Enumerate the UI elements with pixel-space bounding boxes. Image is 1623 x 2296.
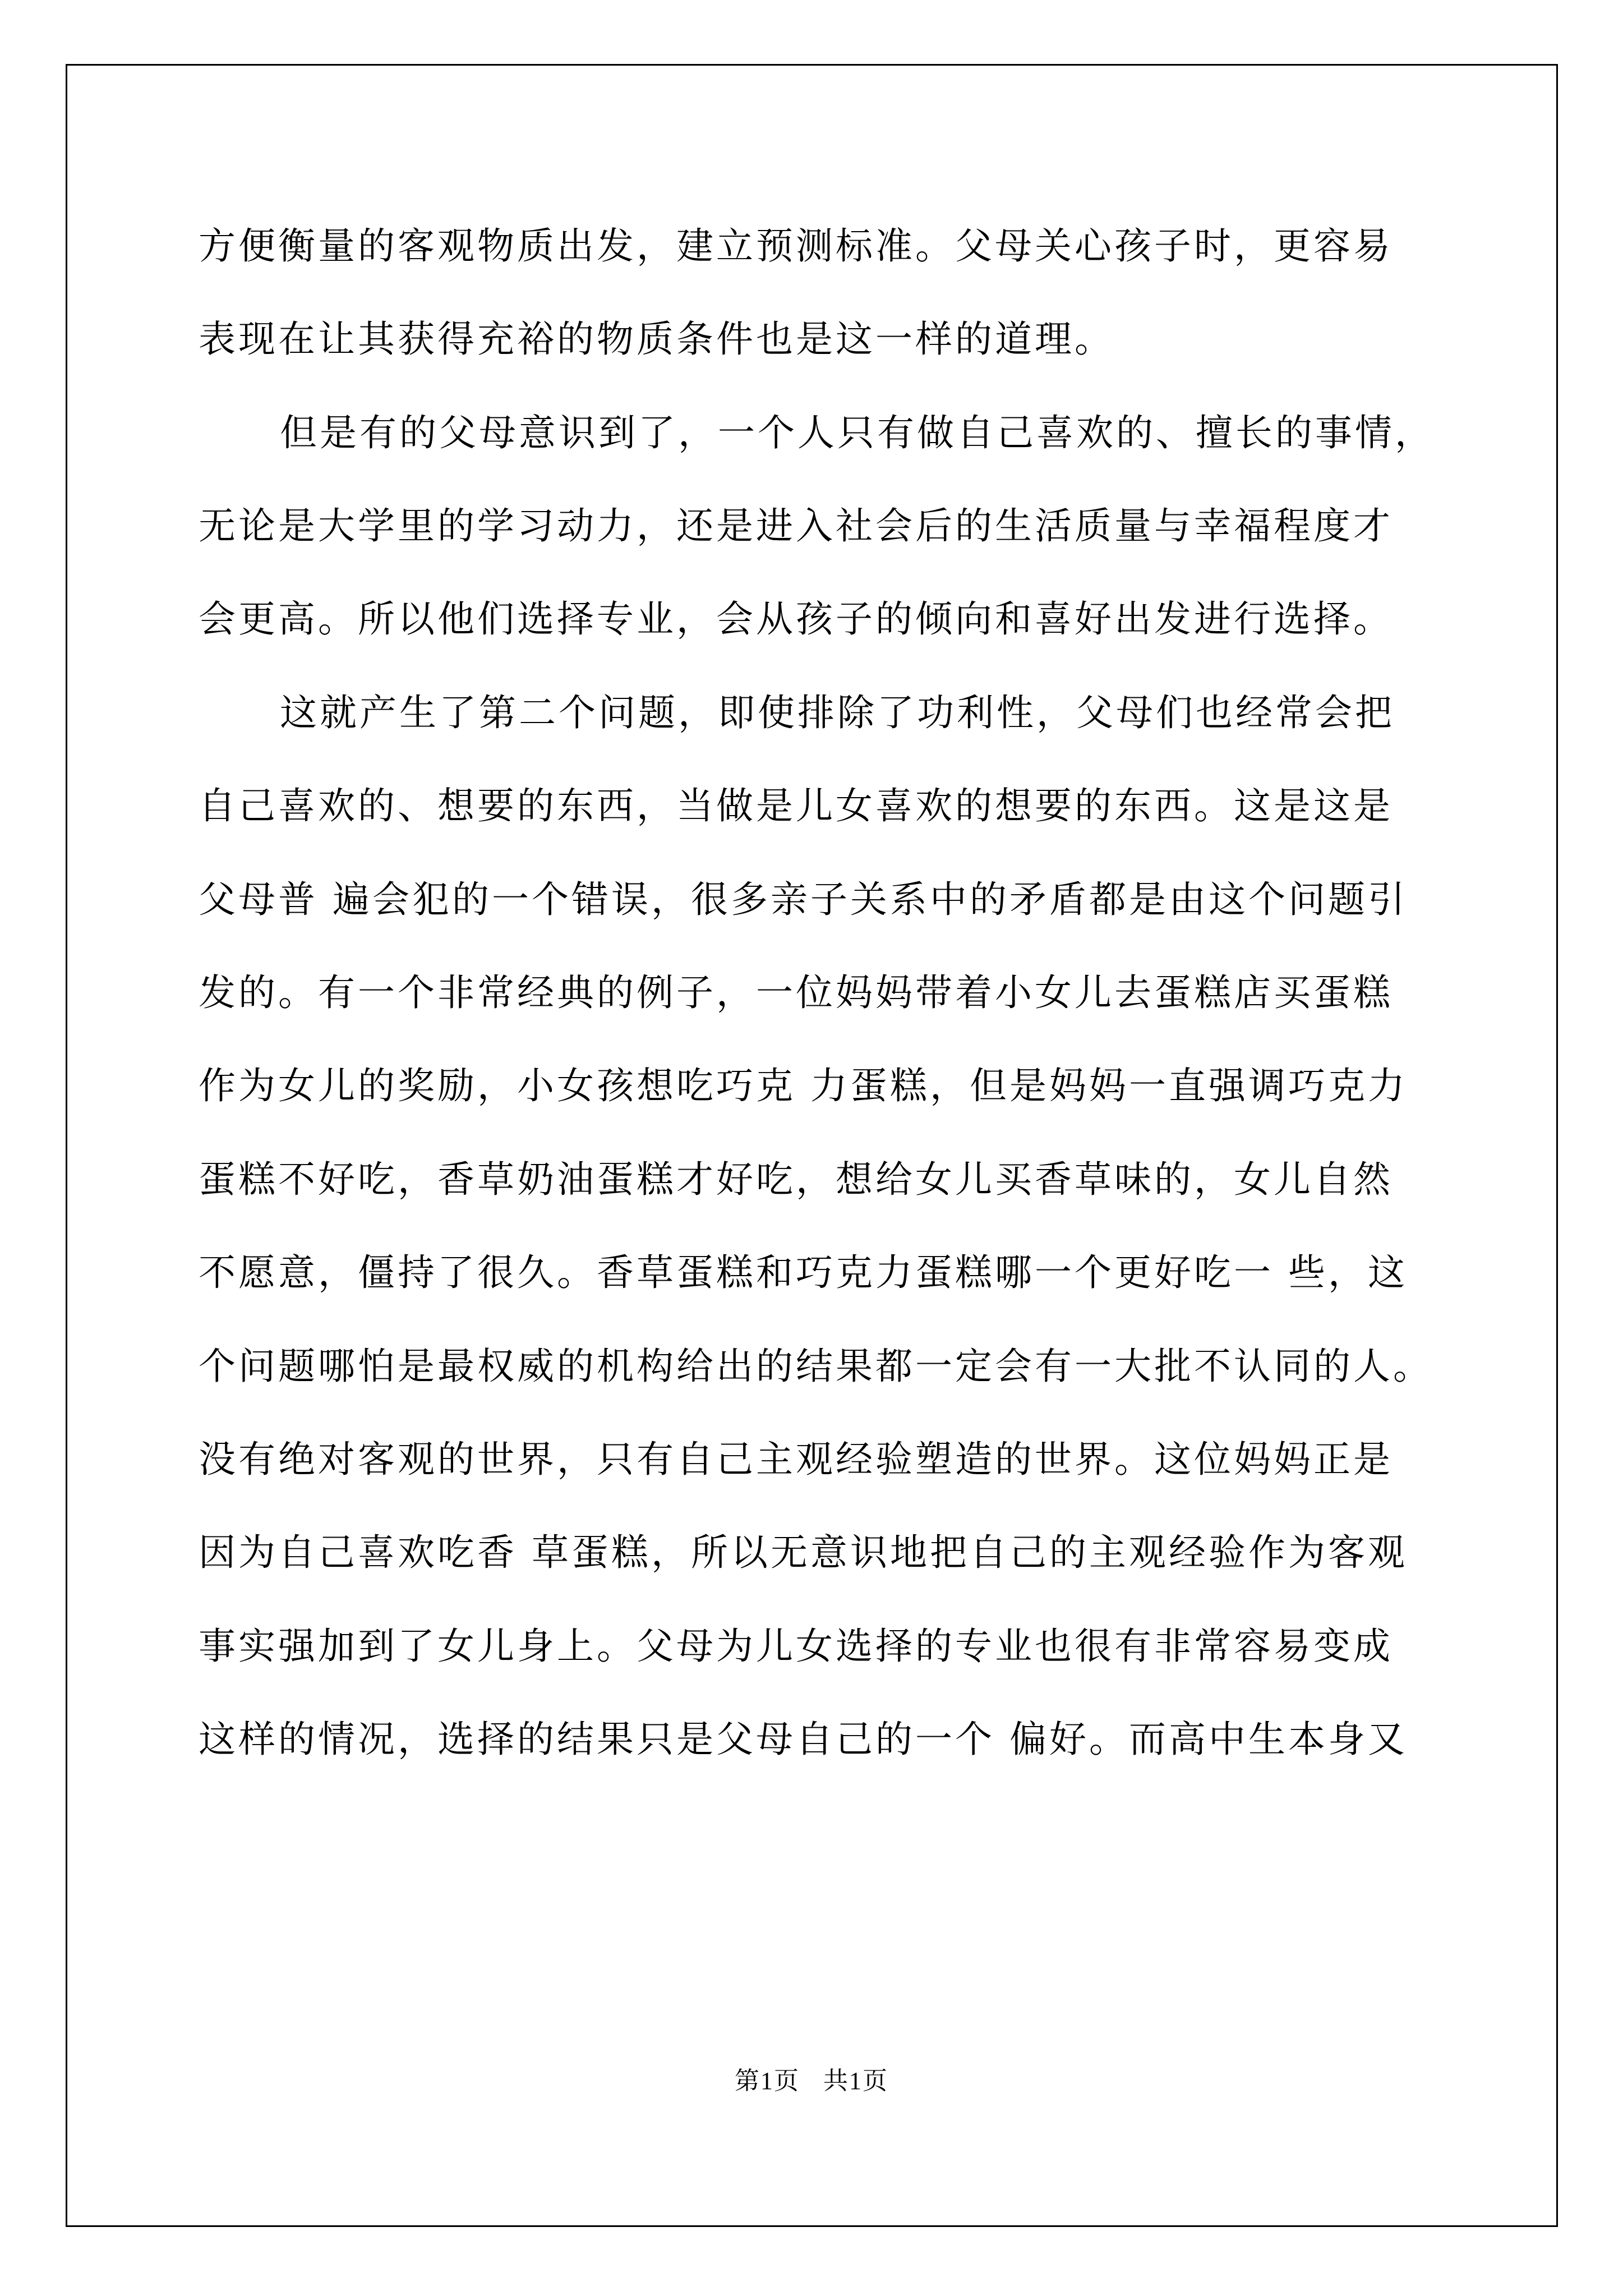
text-line: 父母普 遍会犯的一个错误，很多亲子关系中的矛盾都是由这个问题引 <box>199 878 1408 921</box>
page-total: 共1页 <box>823 2067 888 2095</box>
page-footer <box>0 2064 1623 2098</box>
text-line: 作为女儿的奖励，小女孩想吃巧克 力蛋糕，但是妈妈一直强调巧克力 <box>199 1064 1408 1107</box>
paragraph-start-line: 这就产生了第二个问题，即使排除了功利性，父母们也经常会把 <box>280 691 1395 734</box>
paragraph-start-line: 但是有的父母意识到了，一个人只有做自己喜欢的、擅长的事情， <box>280 411 1435 454</box>
text-line: 蛋糕不好吃，香草奶油蛋糕才好吃，想给女儿买香草味的，女儿自然 <box>199 1158 1393 1201</box>
page-number: 第1页 <box>735 2067 800 2095</box>
text-line: 自己喜欢的、想要的东西，当做是儿女喜欢的想要的东西。这是这是 <box>199 784 1393 827</box>
text-line: 事实强加到了女儿身上。父母为儿女选择的专业也很有非常容易变成 <box>199 1625 1393 1668</box>
text-line: 不愿意，僵持了很久。香草蛋糕和巧克力蛋糕哪一个更好吃一 些，这 <box>199 1251 1408 1294</box>
text-line: 个问题哪怕是最权威的机构给出的结果都一定会有一大批不认同的人。 <box>199 1345 1433 1388</box>
text-line: 会更高。所以他们选择专业，会从孩子的倾向和喜好出发进行选择。 <box>199 597 1393 641</box>
page-border <box>66 64 1558 2227</box>
text-line: 发的。有一个非常经典的例子，一位妈妈带着小女儿去蛋糕店买蛋糕 <box>199 971 1393 1014</box>
text-line: 方便衡量的客观物质出发，建立预测标准。父母关心孩子时，更容易 <box>199 224 1393 268</box>
text-line: 没有绝对客观的世界，只有自己主观经验塑造的世界。这位妈妈正是 <box>199 1438 1393 1481</box>
text-line: 这样的情况，选择的结果只是父母自己的一个 偏好。而高中生本身又 <box>199 1718 1408 1761</box>
text-line: 因为自己喜欢吃香 草蛋糕，所以无意识地把自己的主观经验作为客观 <box>199 1531 1408 1574</box>
text-line: 无论是大学里的学习动力，还是进入社会后的生活质量与幸福程度才 <box>199 504 1393 547</box>
text-line: 表现在让其获得充裕的物质条件也是这一样的道理。 <box>199 318 1114 361</box>
